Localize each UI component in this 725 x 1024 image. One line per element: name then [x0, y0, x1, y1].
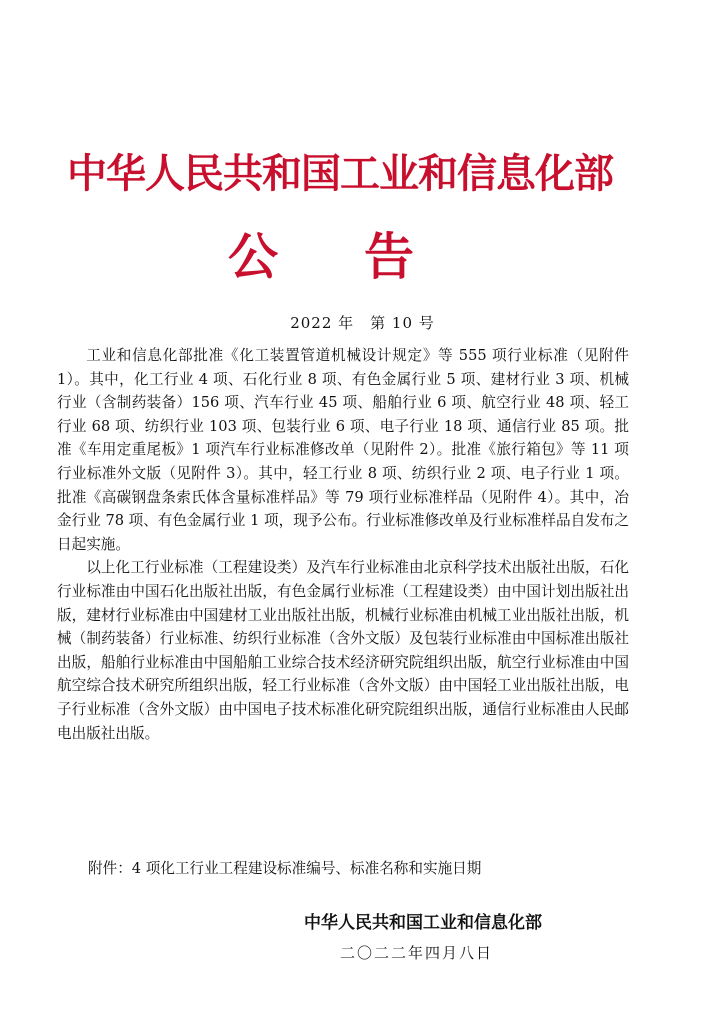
document-type-char-2: 告: [364, 227, 414, 286]
signature-organization: 中华人民共和国工业和信息化部: [304, 913, 542, 933]
document-type-heading: [228, 226, 414, 288]
body-paragraph-2: 以上化工行业标准（工程建设类）及汽车行业标准由北京科学技术出版社出版，石化行业标准由中国石化出版社出版，有色金属行业标准（工程建设类）由中国计划出版社出版，建材行业标准由中国建材工业出版社出版，机械行业标准由机械工业出版社出版，机械（制药装备）行业标准、纺织行业标准（含外文版）及包装行业标准由中国标准出版社出版，船舶行业标准由中国船舶工业综合技术经济研究院组织出版，航空行业标准由中国航空综合技术研究所组织出版，轻工行业标准（含外文版）由中国轻工业出版社出版，电子行业标准（含外文版）由中国电子技术标准化研究院组织出版，通信行业标准由人民邮电出版社出版。: [57, 559, 629, 742]
issuer-title: 中华人民共和国工业和信息化部: [67, 150, 613, 197]
signature-date: 二〇二二年四月八日: [340, 944, 494, 962]
body-paragraph-1: 工业和信息化部批准《化工装置管道机械设计规定》等 555 项行业标准（见附件 1）。其中，化工行业 4 项、石化行业 8 项、有色金属行业 5 项、建材行业 3 项、机械行业（含制药装备）156 项、汽车行业 45 项、船舶行业 6 项、航空行业 48 项、轻工行业 68 项、纺织行业 103 项、包装行业 6 项、电子行业 18 项、通信行业 85 项。批准《车用定重尾板》1 项汽车行业标准修改单（见附件 2）。批准《旅行箱包》等 11 项行业标准外文版（见附件 3）。其中，轻工行业 8 项、纺织行业 2 项、电子行业 1 项。批准《高碳钢盘条索氏体含量标准样品》等 79 项行业标准样品（见附件 4）。其中，冶金行业 78 项、有色金属行业 1 项，现予公布。行业标准修改单及行业标准样品自发布之日起实施。: [57, 347, 629, 553]
announcement-body: [57, 344, 629, 745]
document-type-char-1: 公: [228, 227, 278, 286]
attachment-line: 附件：4 项化工行业工程建设标准编号、标准名称和实施日期: [88, 860, 482, 877]
document-number: 2022 年 第 10 号: [290, 314, 435, 332]
